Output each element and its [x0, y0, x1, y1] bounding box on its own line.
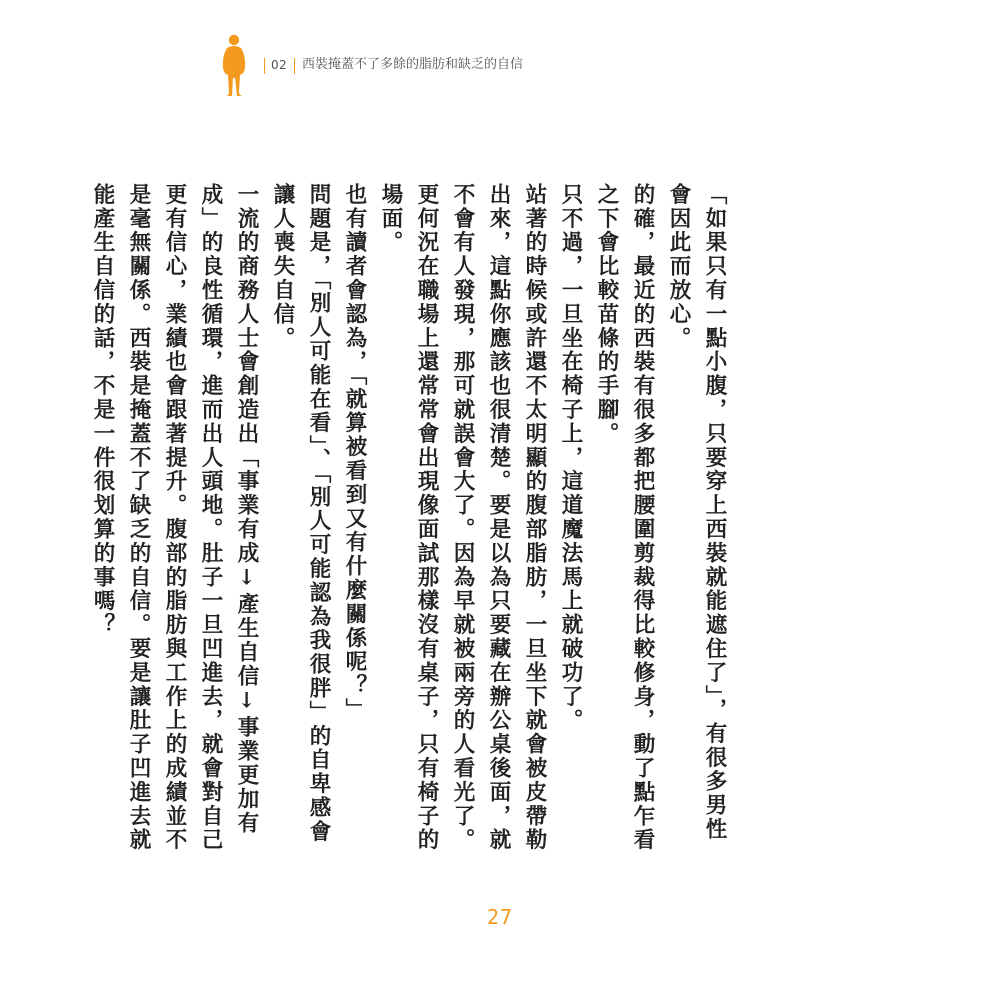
header-divider-left: [264, 58, 265, 74]
header-divider-right: [294, 58, 295, 74]
page-number: 27: [486, 905, 514, 929]
body-text: [84, 183, 732, 863]
chapter-title: 西裝掩蓋不了多餘的脂肪和缺乏的自信: [302, 57, 524, 72]
paragraph: 問題是，「別人可能在看」、「別人可能認為我很胖」的自卑感會讓人喪失自信。: [270, 183, 331, 844]
paragraph: 也有讀者會認為，「就算被看到又有什麼關係呢？」: [342, 183, 367, 722]
paragraph: 的確，最近的西裝有很多都把腰圍剪裁得比較修身，動了點乍看之下會比較苗條的手腳。: [594, 183, 655, 853]
paragraph: 「如果只有一點小腹，只要穿上西裝就能遮住了」，有很多男性會因此而放心。: [666, 183, 727, 842]
paragraph: 站著的時候或許還不太明顯的腹部脂肪，一旦坐下就會被皮帶勒出來，這點你應該也很清楚。要是以為只要藏在辦公桌後面，就不會有人發現，那可就誤會大了。因為早就被兩旁的人看光了。更何況在職場上還常常會出現像面試那樣沒有桌子，只有椅子的場面。: [378, 183, 547, 853]
person-silhouette-icon: [221, 34, 247, 98]
paragraph: 只不過，一旦坐在椅子上，這道魔法馬上就破功了。: [558, 183, 583, 733]
chapter-number: 02: [271, 58, 288, 72]
paragraph: 一流的商務人士會創造出「事業有成↓產生自信↓事業更加有成」的良性循環，進而出人頭地。肚子一旦凹進去，就會對自己更有信心，業績也會跟著提升。腹部的脂肪與工作上的成績並不是毫無關係。西裝是掩蓋不了缺乏的自信。要是讓肚子凹進去就能產生自信的話，不是一件很划算的事嗎？: [90, 183, 259, 853]
